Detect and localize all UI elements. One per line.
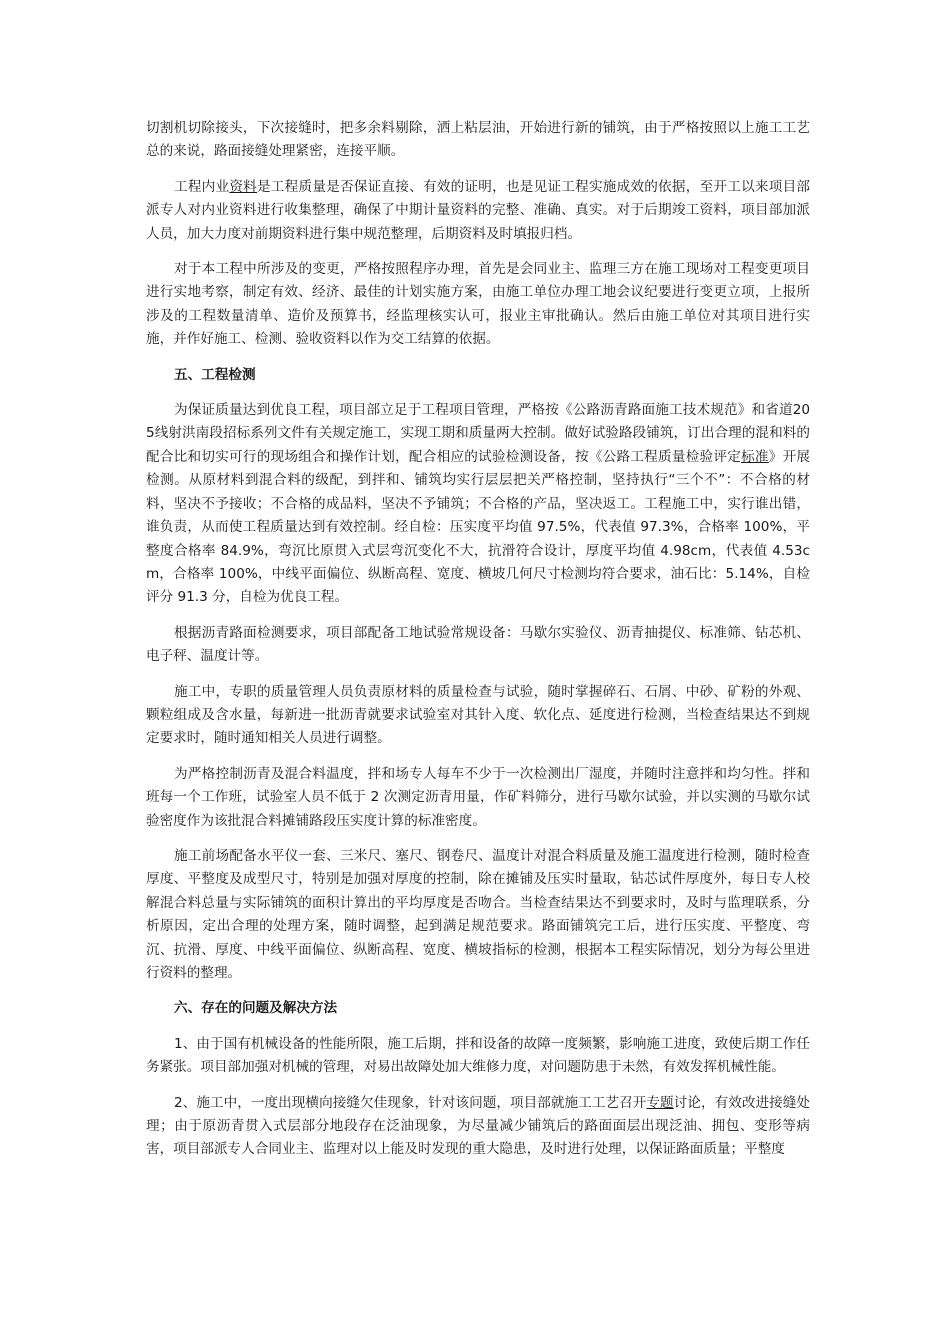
paragraph-quality-inspection <box>146 399 810 610</box>
text-segment: 工程内业 <box>174 178 230 195</box>
link-topic[interactable]: 专题 <box>646 1094 674 1111</box>
section-heading-problems: 六、存在的问题及解决方法 <box>174 1000 338 1017</box>
text-segment: 》开展检测。从原材料到混合料的级配，到拌和、铺筑均实行层层把关严格控制，坚持执行“三个不”：不合格的材料，坚决不予接收；不合格的成品料，坚决不予铺筑；不合格的产品，坚决返工。工程施工中，实行谁出错，谁负责，从而使工程质量达到有效控制。经自检：压实度平均值 97.5%，代表值 97.3%，合格率 100%，平整度合格率 84.9%，弯沉比原贯入式层弯沉变化不大，抗滑符合设计，厚度平均值 4.98cm，代表值 4.53cm，合格率 100%，中线平面偏位、纵断高程、宽度、横坡几何尺寸检测均符合要求，油石比：5.14%，自检评分 91.3 分，自检为优良工程。 <box>146 448 811 606</box>
document-page <box>146 117 810 1174</box>
paragraph-test-equipment: 根据沥青路面检测要求，项目部配备工地试验常规设备：马歇尔实验仪、沥青抽提仪、标准筛、钻芯机、电子秤、温度计等。 <box>146 624 810 665</box>
paragraph-joint-treatment: 切割机切除接头，下次接缝时，把多余料剔除，洒上粘层油，开始进行新的铺筑，由于严格按照以上施工工艺总的来说，路面接缝处理紧密，连接平顺。 <box>146 120 810 160</box>
text-segment: 2、施工中，一度出现横向接缝欠佳现象，针对该问题，项目部就施工工艺召开 <box>174 1094 647 1111</box>
section-heading-inspection: 五、工程检测 <box>174 366 256 383</box>
paragraph-problem-2 <box>146 1092 810 1162</box>
paragraph-temperature-control: 为严格控制沥青及混合料温度，拌和场专人每车不少于一次检测出厂湿度，并随时注意拌和均匀性。拌和班每一个工作班，试验室人员不低于 2 次测定沥青用量，作矿料筛分，进行马歇尔试验，并以实测的马歇尔试验密度作为该批混合料摊铺路段压实度计算的标准密度。 <box>146 765 810 829</box>
text-segment: 讨论，有效改进接缝处理；由于原沥青贯入式层部分地段存在泛油现象，为尽量减少铺筑后的路面面层出现泛油、拥包、变形等病害，项目部派专人合同业主、监理对以上能及时发现的重大隐患，及时进行处理，以保证路面质量；平整度 <box>146 1094 811 1158</box>
paragraph-internal-records <box>146 176 810 246</box>
link-materials[interactable]: 资料 <box>229 178 257 195</box>
paragraph-problem-1: 1、由于国有机械设备的性能所限，施工后期，拌和设备的故障一度频繁，影响施工进度，致使后期工作任务紧张。项目部加强对机械的管理，对易出故障处加大维修力度，对问题防患于未然，有效发挥机械性能。 <box>146 1035 810 1076</box>
paragraph-material-testing: 施工中，专职的质量管理人员负责原材料的质量检查与试验，随时掌握碎石、石屑、中砂、矿粉的外观、颗粒组成及含水量，每新进一批沥青就要求试验室对其针入度、软化点、延度进行检测，当检查结果达不到规定要求时，随时通知相关人员进行调整。 <box>146 683 810 747</box>
text-segment: 为保证质量达到优良工程，项目部立足于工程项目管理，严格按《公路沥青路面施工技术规范》和省道205线射洪南段招标系列文件有关规定施工，实现工期和质量两大控制。做好试验路段铺筑，订出合理的混和料的配合比和切实可行的现场组合和操作计划，配合相应的试验检测设备，按《公路工程质量检验评定 <box>146 402 810 465</box>
link-standard[interactable]: 标准 <box>741 448 769 465</box>
text-segment: 是工程质量是否保证直接、有效的证明，也是见证工程实施成效的依据，至开工以来项目部派专人对内业资料进行收集整理，确保了中期计量资料的完整、准确、真实。对于后期竣工资料，项目部加派人员，加大力度对前期资料进行集中规范整理，后期资料及时填报归档。 <box>146 178 811 242</box>
paragraph-field-inspection: 施工前场配备水平仪一套、三米尺、塞尺、钢卷尺、温度计对混合料质量及施工温度进行检测，随时检查厚度、平整度及成型尺寸，特别是加强对厚度的控制，除在摊铺及压实时量取，钻芯试件厚度外，每日专人校解混合料总量与实际铺筑的面积计算出的平均厚度是否吻合。当检查结果达不到要求时，及时与监理联系，分析原因，定出合理的处理方案，随时调整，起到满足规范要求。路面铺筑完工后，进行压实度、平整度、弯沉、抗滑、厚度、中线平面偏位、纵断高程、宽度、横坡指标的检测，根据本工程实际情况，划分为每公里进行资料的整理。 <box>146 847 810 981</box>
paragraph-change-management: 对于本工程中所涉及的变更，严格按照程序办理，首先是会同业主、监理三方在施工现场对工程变更项目进行实地考察，制定有效、经济、最佳的计划实施方案，由施工单位办理工地会议纪要进行变更立项，上报所涉及的工程数量清单、造价及预算书，经监理核实认可，报业主审批确认。然后由施工单位对其项目进行实施，并作好施工、检测、验收资料以作为交工结算的依据。 <box>146 261 810 348</box>
